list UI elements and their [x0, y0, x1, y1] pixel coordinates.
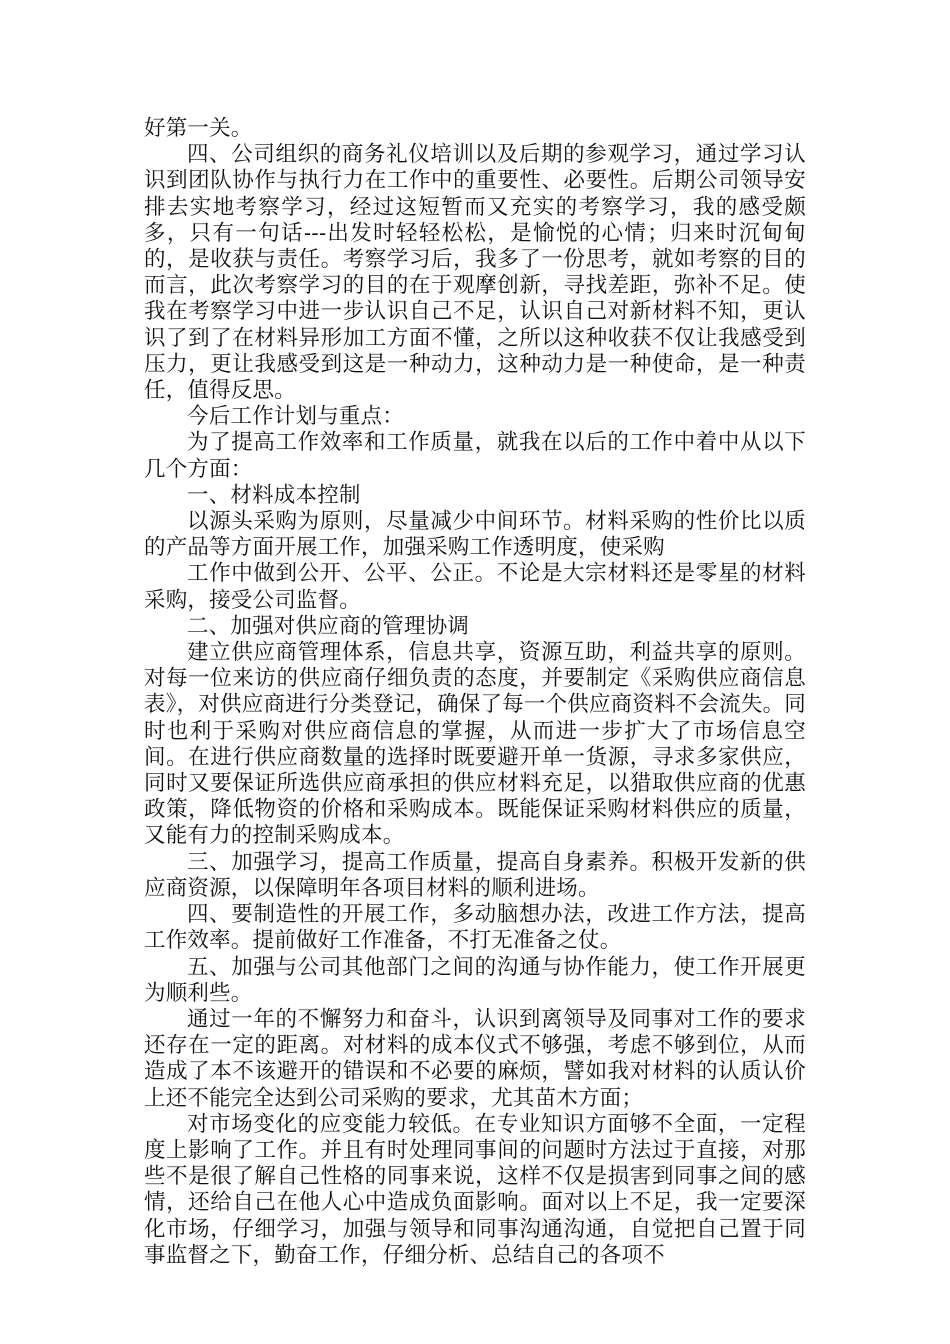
document-body [144, 116, 806, 1269]
paragraph: 对市场变化的应变能力较低。在专业知识方面够不全面，一定程度上影响了工作。并且有时处理同事间的问题时方法过于直接，对那些不是很了解自己性格的同事来说，这样不仅是损害到同事之间的感情，还给自己在他人心中造成负面影响。面对以上不足，我一定要深化市场，仔细学习，加强与领导和同事沟通沟通，自觉把自己置于同事监督之下，勤奋工作，仔细分析、总结自己的各项不 [144, 1111, 806, 1268]
paragraph: 三、加强学习，提高工作质量，提高自身素养。积极开发新的供应商资源，以保障明年各项目材料的顺利进场。 [144, 849, 806, 901]
section-heading: 今后工作计划与重点： [187, 404, 405, 430]
paragraph: 四、公司组织的商务礼仪培训以及后期的参观学习，通过学习认识到团队协作与执行力在工作中的重要性、必要性。后期公司领导安排去实地考察学习，经过这短暂而又充实的考察学习，我的感受颇多，只有一句话---出发时轻轻松松，是愉悦的心情；归来时沉甸甸的，是收获与责任。考察学习后，我多了一份思考，就如考察的目的而言，此次考察学习的目的在于观摩创新，寻找差距，弥补不足。使我在考察学习中进一步认识自己不足，认识自己对新材料不知，更认识了到了在材料异形加工方面不懂，之所以这种收获不仅让我感受到压力，更让我感受到这是一种动力，这种动力是一种使命，是一种责任，值得反思。 [144, 142, 806, 404]
section-heading: 一、材料成本控制 [187, 482, 361, 508]
paragraph: 五、加强与公司其他部门之间的沟通与协作能力，使工作开展更为顺利些。 [144, 954, 806, 1006]
paragraph: 工作中做到公开、公平、公正。不论是大宗材料还是零星的材料采购，接受公司监督。 [144, 561, 806, 613]
paragraph: 为了提高工作效率和工作质量，就我在以后的工作中着中从以下几个方面： [144, 430, 806, 482]
paragraph: 四、要制造性的开展工作，多动脑想办法，改进工作方法，提高工作效率。提前做好工作准备，不打无准备之仗。 [144, 902, 806, 954]
paragraph: 好第一关。 [144, 116, 253, 141]
paragraph: 通过一年的不懈努力和奋斗，认识到离领导及同事对工作的要求还存在一定的距离。对材料的成本仪式不够强，考虑不够到位，从而造成了本不该避开的错误和不必要的麻烦，譬如我对材料的认质认价上还不能完全达到公司采购的要求，尤其苗木方面； [144, 1006, 806, 1111]
paragraph: 建立供应商管理体系，信息共享，资源互助，利益共享的原则。对每一位来访的供应商仔细负责的态度，并要制定《采购供应商信息表》，对供应商进行分类登记，确保了每一个供应商资料不会流失。同时也利于采购对供应商信息的掌握，从而进一步扩大了市场信息空间。在进行供应商数量的选择时既要避开单一货源，寻求多家供应，同时又要保证所选供应商承担的供应材料充足，以猎取供应商的优惠政策，降低物资的价格和采购成本。既能保证采购材料供应的质量，又能有力的控制采购成本。 [144, 640, 806, 849]
section-heading: 二、加强对供应商的管理协调 [187, 613, 470, 639]
paragraph: 以源头采购为原则，尽量减少中间环节。材料采购的性价比以质的产品等方面开展工作，加强采购工作透明度，使采购 [144, 509, 806, 561]
